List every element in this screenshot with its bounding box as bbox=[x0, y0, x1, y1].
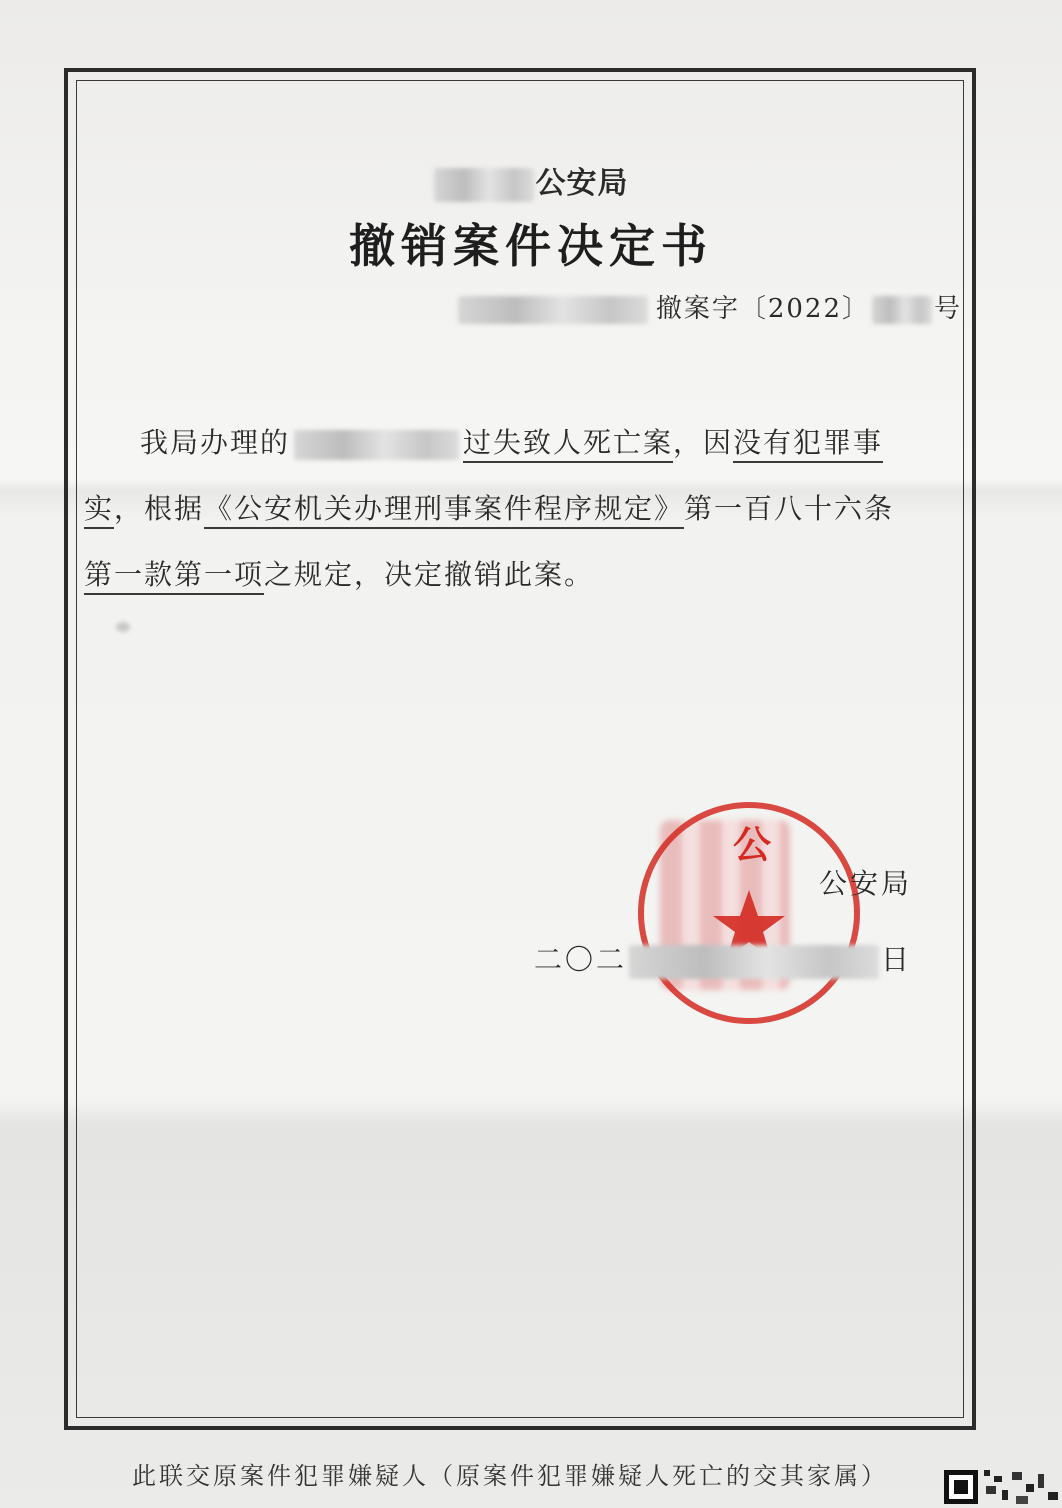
issuing-agency bbox=[0, 158, 1062, 202]
document-number-suffix: 号 bbox=[933, 294, 962, 324]
reason-part-b: 实 bbox=[84, 492, 114, 529]
case-name: 过失致人死亡案 bbox=[463, 426, 673, 463]
body-line3-end: 之规定，决定撤销此案。 bbox=[264, 558, 595, 591]
clause-reference: 第一款第一项 bbox=[84, 558, 264, 595]
redacted-date bbox=[629, 945, 879, 979]
body-line1-prefix: 我局办理的 bbox=[140, 426, 291, 459]
body-line1-mid: ，因 bbox=[673, 426, 734, 459]
agency-suffix: 公安局 bbox=[535, 166, 629, 201]
reason-part-a: 没有犯罪事 bbox=[733, 426, 883, 463]
date-prefix: 二〇二 bbox=[533, 943, 627, 976]
signature-agency: 公安局 bbox=[818, 867, 912, 900]
copy-recipient-note: 此联交原案件犯罪嫌疑人（原案件犯罪嫌疑人死亡的交其家属） bbox=[132, 1462, 888, 1490]
article-reference: 第一百八十六条 bbox=[684, 492, 895, 525]
official-seal bbox=[634, 798, 864, 1028]
redacted-number-prefix bbox=[458, 296, 648, 324]
body-line-2 bbox=[84, 476, 964, 542]
redacted-agency-name bbox=[434, 168, 534, 202]
date-suffix: 日 bbox=[880, 943, 912, 976]
document-number bbox=[458, 288, 962, 325]
document-border-inner bbox=[76, 80, 964, 1418]
decision-body bbox=[84, 410, 964, 608]
law-reference: 《公安机关办理刑事案件程序规定》 bbox=[204, 492, 684, 529]
seal-label: 公 bbox=[732, 822, 772, 867]
issue-date bbox=[534, 938, 912, 979]
document-number-text: 撤案字〔2022〕 bbox=[655, 294, 870, 324]
redacted-number-serial bbox=[872, 296, 932, 324]
document-title: 撤销案件决定书 bbox=[349, 219, 713, 273]
body-line-1 bbox=[84, 410, 964, 476]
qr-code-icon bbox=[940, 1462, 1062, 1508]
body-line-3 bbox=[84, 542, 964, 608]
body-line2-mid: ，根据 bbox=[114, 492, 205, 525]
redacted-person-name bbox=[294, 430, 459, 460]
